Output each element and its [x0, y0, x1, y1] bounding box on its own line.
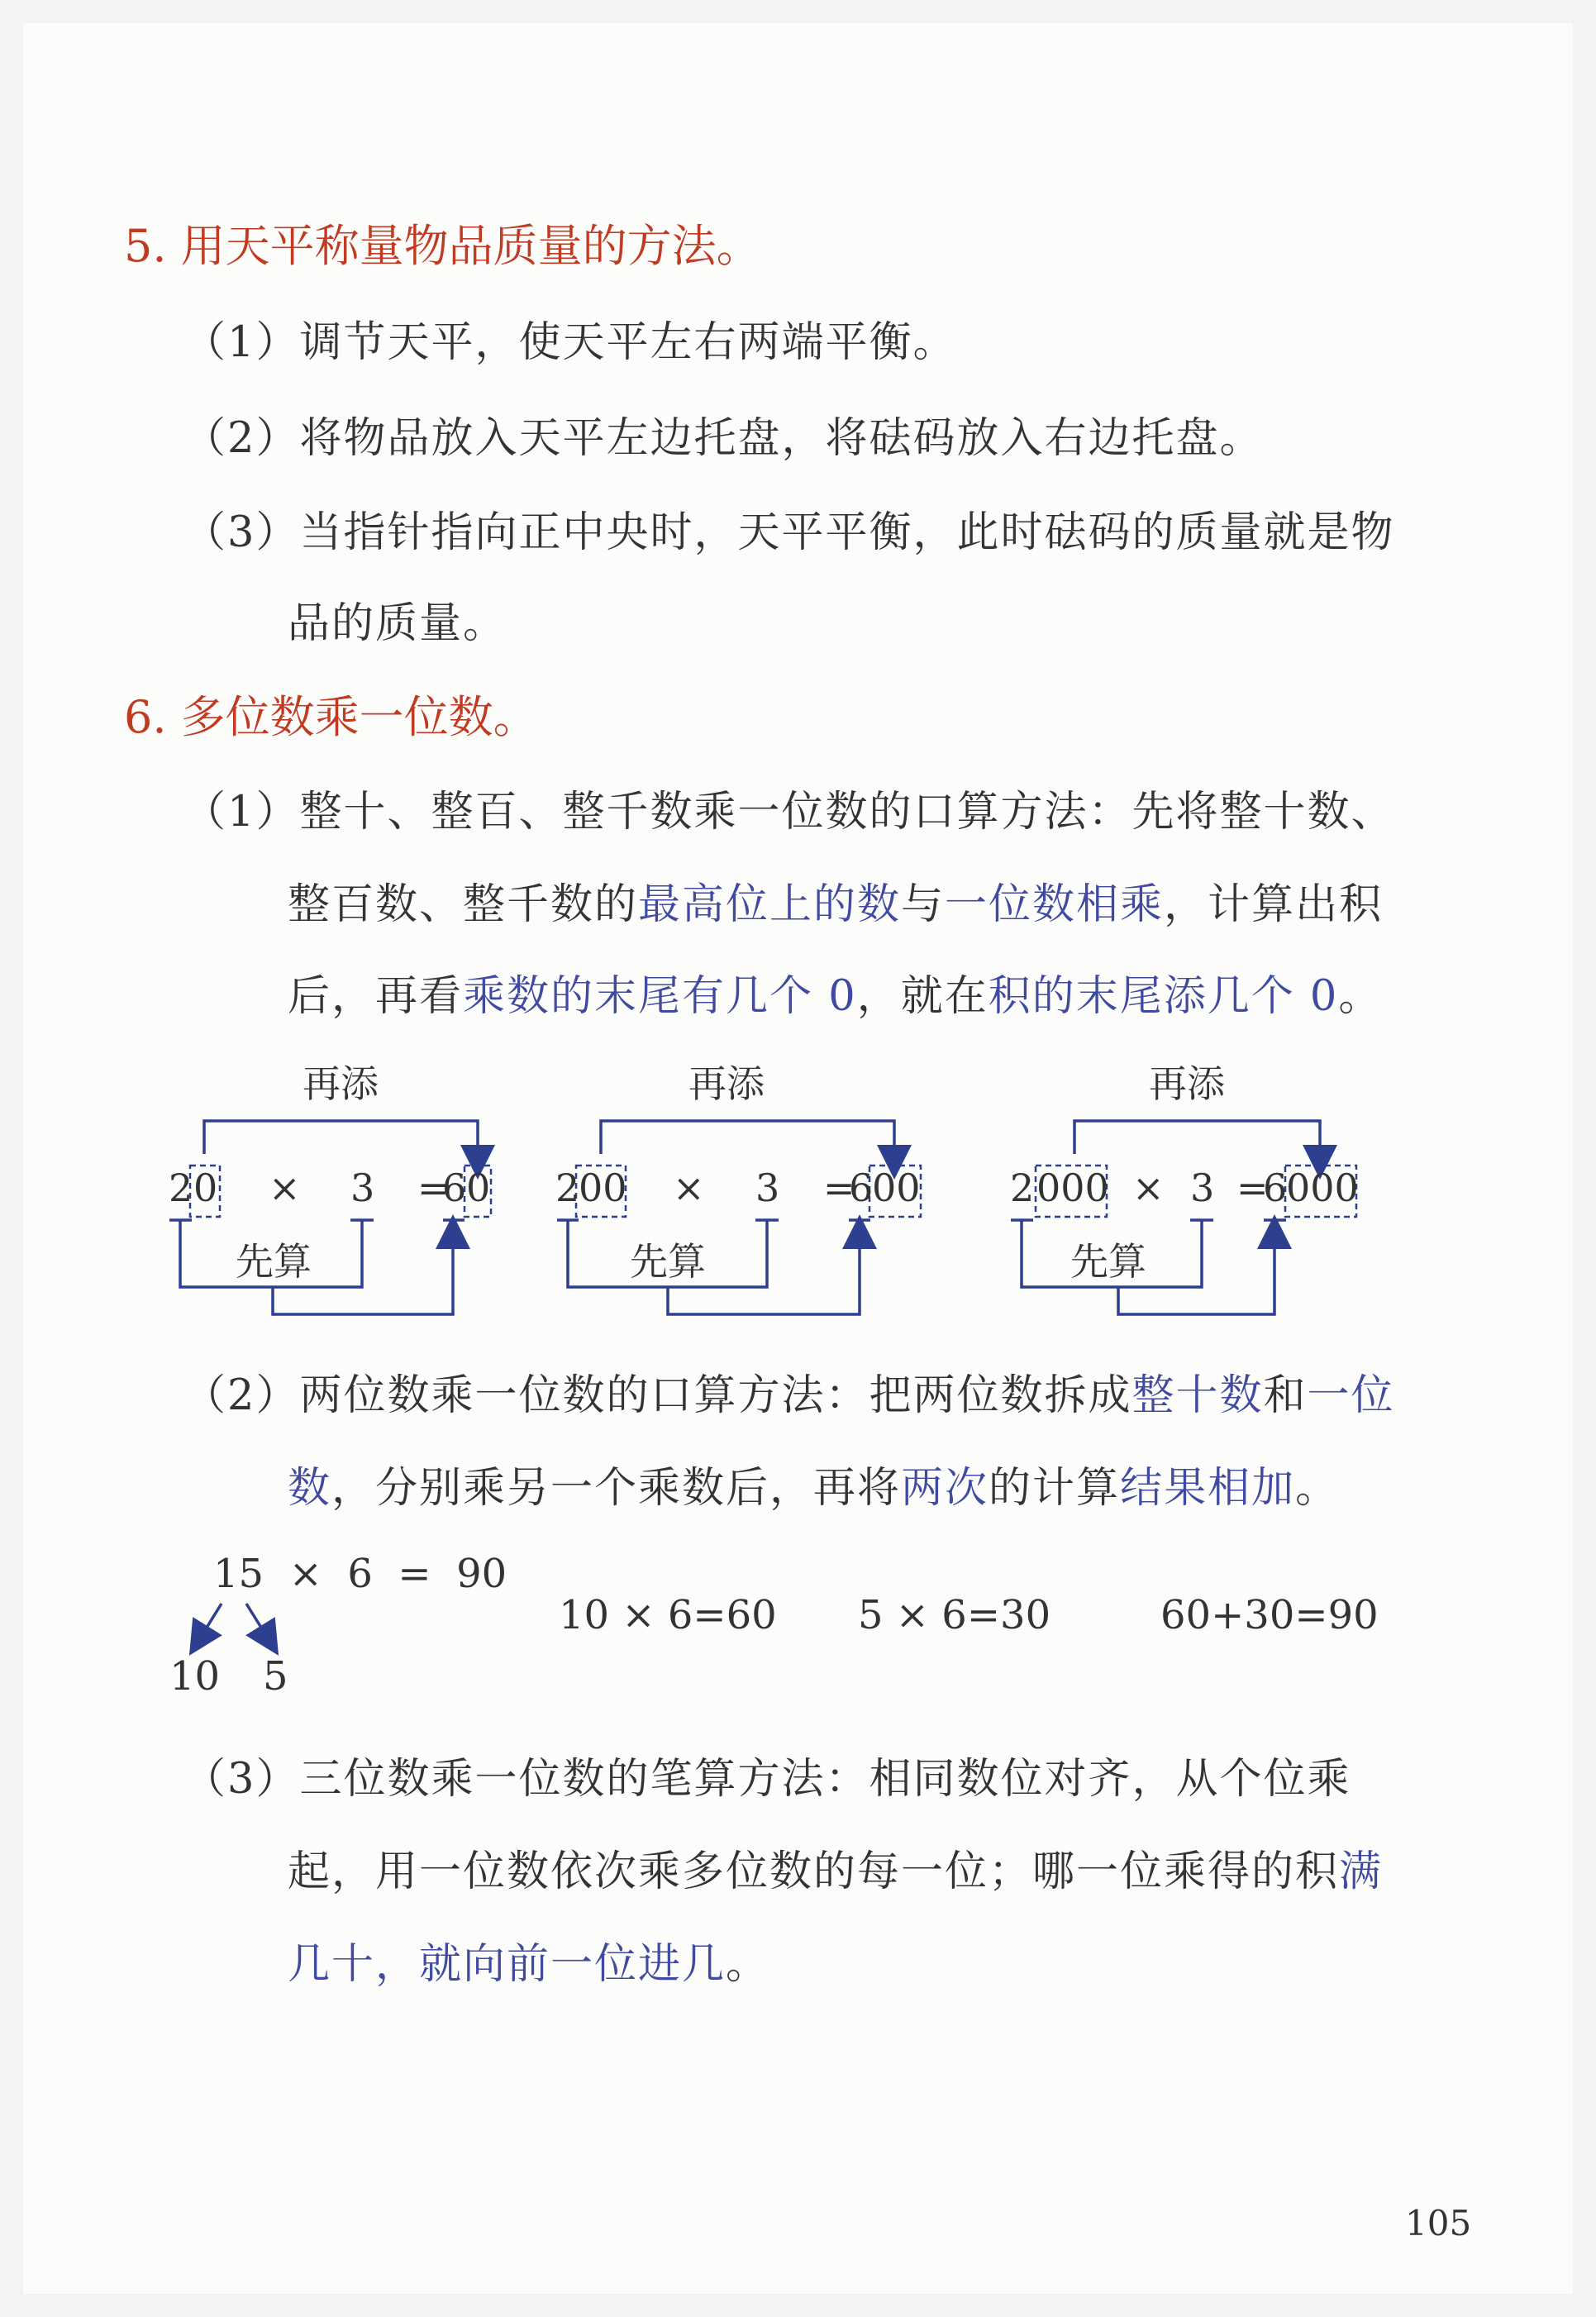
diagram-2-tail-zeros: 00	[579, 1166, 627, 1210]
section-6-p2-line-1	[183, 1361, 1395, 1422]
text-run: 和	[1263, 1371, 1308, 1420]
diagram-2-bottom-label: 先算	[630, 1239, 706, 1284]
diagram-2-result-tail: 00	[872, 1166, 921, 1210]
diagram-3-lead-digit: 2	[1010, 1166, 1035, 1210]
diagram-1-equals: =	[417, 1166, 450, 1210]
diagram-2-top-label: 再添	[688, 1061, 765, 1106]
section-6-p1-line-1: （1）整十、整百、整千数乘一位数的口算方法：先将整十数、	[183, 788, 1395, 837]
highlight-text: 积的末尾添几个 0	[988, 972, 1339, 1021]
section-6-p3-line-1: （3）三位数乘一位数的笔算方法：相同数位对齐，从个位乘	[183, 1755, 1351, 1804]
text-run: ，计算出积	[1164, 880, 1384, 929]
highlight-text: 结果相加	[1120, 1464, 1296, 1513]
section-5-heading: 5. 用天平称量物品质量的方法。	[124, 220, 761, 272]
text-run: ，分别乘另一个乘数后，再将	[331, 1464, 902, 1513]
diagram-2-equals: =	[823, 1166, 855, 1210]
diagram-1-result-tail: 0	[466, 1166, 491, 1210]
example-split-tens: 10	[169, 1653, 221, 1700]
text-run: 整百数、整千数的	[288, 880, 639, 929]
text-run: 。	[726, 1940, 770, 1989]
example-expression: 15 × 6 = 90	[213, 1551, 507, 1597]
diagram-2-times: ×	[673, 1166, 705, 1210]
section-5-step-1: （1）调节天平，使天平左右两端平衡。	[183, 318, 957, 367]
diagram-1-lines	[180, 1121, 478, 1314]
example-split-ones: 5	[263, 1653, 288, 1700]
highlight-text: 乘数的末尾有几个 0	[463, 972, 857, 1021]
example-step-3: 60+30=90	[1160, 1592, 1379, 1638]
diagram-2-multiplier: 3	[755, 1166, 780, 1210]
highlight-text: 最高位上的数	[638, 880, 902, 929]
text-run: （2）两位数乘一位数的口算方法：把两位数拆成	[183, 1371, 1132, 1420]
example-step-2: 5 × 6=30	[858, 1592, 1051, 1638]
diagram-1-tail-zeros: 0	[193, 1166, 218, 1210]
diagram-2-lead-digit: 2	[555, 1166, 580, 1210]
text-run: 的计算	[989, 1464, 1121, 1513]
example-step-1: 10 × 6=60	[559, 1592, 777, 1638]
diagram-3-equals: =	[1236, 1166, 1269, 1210]
text-run: 与	[901, 880, 946, 929]
diagram-3-tail-zeros: 000	[1036, 1166, 1109, 1210]
diagram-3-result-lead: 6	[1263, 1166, 1288, 1210]
text-run: 后，再看	[288, 972, 464, 1021]
diagram-3-bottom-label: 先算	[1070, 1239, 1146, 1284]
section-5-step-3-line-1: （3）当指针指向正中央时，天平平衡，此时砝码的质量就是物	[183, 508, 1395, 557]
section-5-step-2: （2）将物品放入天平左边托盘，将砝码放入右边托盘。	[183, 414, 1264, 463]
diagram-1-lead-digit: 2	[169, 1166, 193, 1210]
section-6-heading: 6. 多位数乘一位数。	[124, 691, 538, 743]
highlight-text: 几十，就向前一位进几	[288, 1940, 727, 1989]
diagram-1-multiplier: 3	[350, 1166, 375, 1210]
highlight-text: 整十数	[1131, 1371, 1264, 1420]
diagram-1-result-lead: 6	[442, 1166, 467, 1210]
diagram-1-bottom-label: 先算	[236, 1239, 312, 1284]
diagram-3-times: ×	[1132, 1166, 1165, 1210]
text-run: 起，用一位数依次乘多位数的每一位；哪一位乘得的积	[288, 1847, 1340, 1896]
highlight-text: 两次	[901, 1464, 989, 1513]
section-6-p2-line-2	[288, 1453, 1339, 1514]
text-run: ，就在	[856, 972, 989, 1021]
highlight-text: 一位数相乘	[945, 880, 1165, 929]
section-6-p3-line-2	[288, 1837, 1383, 1898]
text-run: 。	[1338, 972, 1383, 1021]
page-number: 105	[1405, 2203, 1472, 2243]
diagram-3-multiplier: 3	[1190, 1166, 1215, 1210]
highlight-text: 一位	[1307, 1371, 1395, 1420]
text-run: 。	[1295, 1464, 1340, 1513]
section-5-step-3-line-2: 品的质量。	[288, 599, 507, 648]
highlight-text: 数	[288, 1464, 332, 1513]
highlight-text: 满	[1339, 1847, 1384, 1896]
diagram-3-top-label: 再添	[1149, 1061, 1225, 1106]
diagram-1-top-label: 再添	[303, 1061, 379, 1106]
split-arrows	[198, 1604, 269, 1641]
diagram-2-result-lead: 6	[849, 1166, 874, 1210]
section-6-p3-line-3	[288, 1929, 769, 1990]
diagram-3-result-tail: 000	[1286, 1166, 1359, 1210]
diagram-1-times: ×	[269, 1166, 301, 1210]
